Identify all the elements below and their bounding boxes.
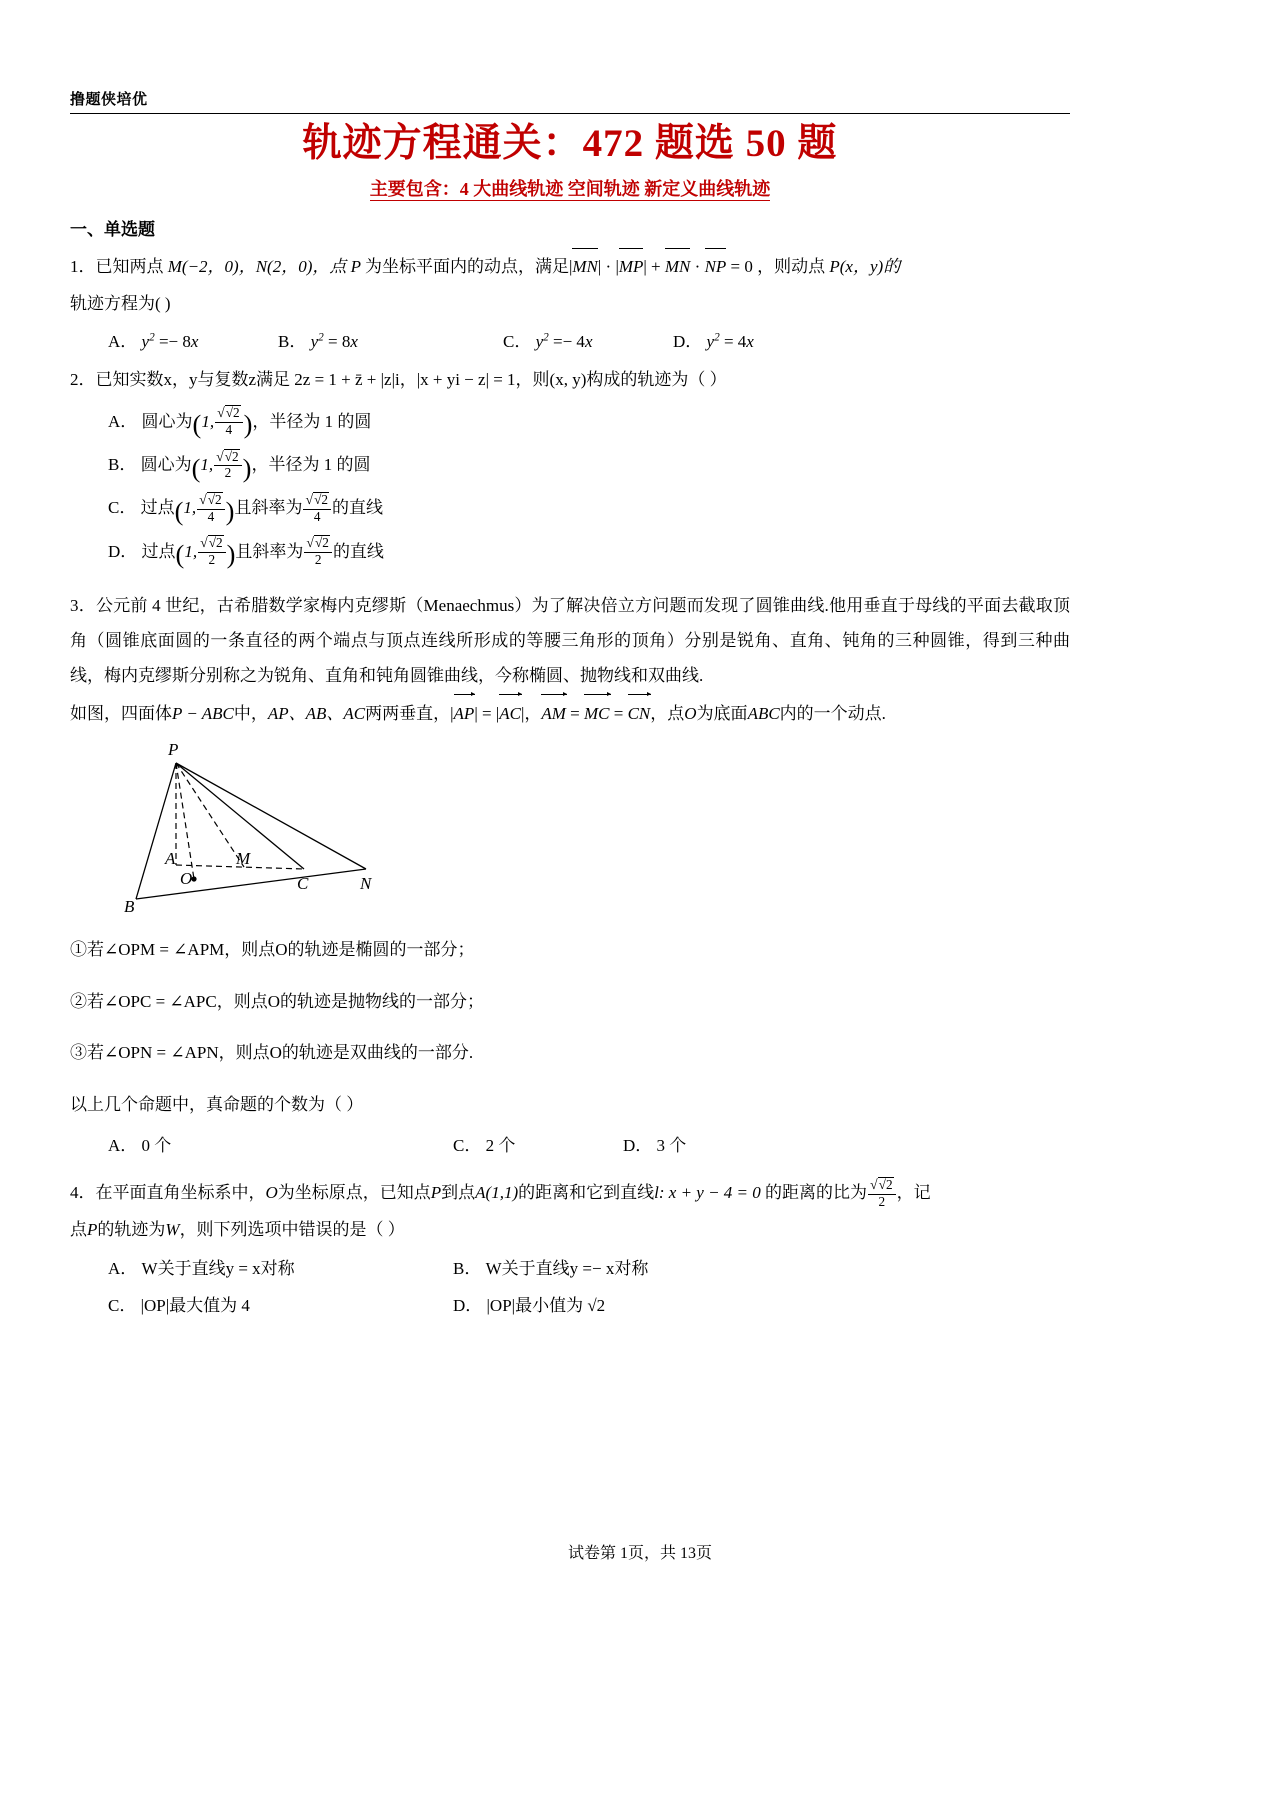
q4-text-f: ，记 (896, 1183, 931, 1203)
q1-text-a: 已知两点 (95, 256, 168, 276)
figure-label-O: O (180, 869, 193, 889)
q4-text-e: 的距离的比为 (760, 1183, 868, 1203)
header-brand: 撸题侠培优 (70, 91, 148, 108)
q2-option-a-key: A． (108, 411, 138, 431)
q4-text-c: 到点 (441, 1183, 476, 1203)
question-3-stem (70, 589, 1070, 694)
figure-label-C: C (297, 874, 309, 894)
q4-l2-point-p: P (87, 1220, 98, 1240)
q4-text-d: 的距离和它到直线 (518, 1183, 655, 1203)
page-content (70, 0, 1070, 1327)
q2-option-c[interactable]: C． 过点(1, $\frac{√√2}{4}$ )且斜率为 $\frac{√√2}{4}$ 的直线 (108, 492, 383, 526)
q3-option-c[interactable]: C． 2 个 (453, 1135, 516, 1155)
q2-option-b-fraction: $\frac{√√2}{2}$ (214, 449, 242, 481)
q2-option-a-x: 1, (201, 411, 215, 431)
q3-paragraph-1: 公元前 4 世纪，古希腊数学家梅内克缪斯（Menaechmus）为了解决倍立方问题而发现了圆锥曲线.他用垂直于母线的平面去截取顶角（圆锥底面圆的一条直径的两个端点与顶点连线所形成的等腰三角形的顶角）分别是锐角、直角、钝角的三种圆锥，得到三种曲线，梅内克缪斯分别称之为锐角、直角和钝角圆锥曲线，今称椭圆、抛物线和双曲线. (70, 596, 1071, 685)
q4-text-b: 为坐标原点，已知点 (277, 1183, 431, 1203)
q1-option-a-value: =− 8x (158, 332, 199, 352)
q1-point-p: 点 P (329, 256, 365, 276)
q2-option-b-x: 1, (200, 455, 214, 475)
q4-locus-w: W (165, 1220, 180, 1240)
q1-point-m: M(−2，0)， (167, 256, 256, 276)
q1-number: 1． (70, 256, 96, 276)
q1-option-c[interactable]: C． $y^2 =- 4x$ (503, 331, 593, 352)
q3-proposition-3: ③若∠OPN = ∠APN，则点O的轨迹是双曲线的一部分. (70, 1043, 474, 1063)
q2-option-d[interactable]: D． 过点(1, $\frac{√√2}{2}$ )且斜率为 $\frac{√√2}{2}$ 的直线 (108, 535, 384, 570)
q2-option-d-key: D． (108, 541, 138, 561)
q2-option-a[interactable]: A． 圆心为(1, $\frac{√√2}{4}$ )，半径为 1 的圆 (108, 405, 372, 440)
q2-option-d-suffix: 的直线 (332, 541, 384, 561)
q1-text-b: 为坐标平面内的动点，满足 (364, 256, 569, 276)
q1-option-b-value: = 8x (328, 332, 358, 352)
q3-equation-2: AM = MC = CN (541, 704, 650, 723)
q3-proposition-1: ①若∠OPM = ∠APM，则点O的轨迹是椭圆的一部分； (70, 940, 475, 960)
q2-option-b-prefix: 圆心为 (140, 455, 192, 475)
q4-option-b[interactable]: B． W关于直线y =− x对称 (453, 1259, 649, 1279)
figure-label-M: M (236, 849, 251, 869)
q4-origin: O (265, 1183, 278, 1203)
q2-option-d-slope: $\frac{√√2}{2}$ (304, 535, 332, 567)
q4-point-p: P (430, 1183, 442, 1203)
q4-options-row-2 (108, 1287, 1070, 1324)
q1-option-d[interactable]: D． $y^2 = 4x$ (673, 331, 754, 352)
q3-equation-1: |AP| = |AC| (450, 704, 524, 723)
question-3-paragraph-2 (70, 696, 1070, 732)
q3-p2-d: ， (524, 703, 542, 723)
q2-text: 已知实数x，y与复数z满足 2z = 1 + z̄ + |z|i，|x + yi − z| = 1，则(x, y)构成的轨迹为（ ） (95, 369, 727, 389)
question-1-stem (70, 250, 1070, 285)
q3-base-abc: ABC (747, 703, 780, 723)
page-title: 轨迹方程通关：472 题选 50 题 (302, 122, 838, 165)
q2-option-b-suffix: ，半径为 1 的圆 (251, 455, 371, 475)
page-subtitle (70, 175, 1070, 201)
q1-options-row (108, 323, 1070, 360)
page-footer: 试卷第 1页，共 13页 (567, 1545, 712, 1562)
q2-option-c-suffix: 的直线 (332, 498, 383, 518)
q2-option-c-x: 1, (183, 498, 197, 518)
q3-p2-a: 如图，四面体 (70, 703, 172, 723)
q4-l2-a: 点 (70, 1220, 87, 1240)
q4-line-l: l: x + y − 4 = 0 (654, 1183, 761, 1203)
q4-option-d[interactable]: D． |OP|最小值为 √2 (453, 1296, 606, 1316)
question-1-stem-line2: 轨迹方程为( ) (70, 293, 171, 313)
q4-l2-b: 的轨迹为 (97, 1220, 166, 1240)
question-3-options (70, 1127, 1070, 1164)
header-divider (70, 113, 1070, 114)
question-1-options (70, 323, 1070, 360)
q2-option-a-suffix: ，半径为 1 的圆 (252, 411, 372, 431)
page-subtitle-text: 主要包含：4 大曲线轨迹 空间轨迹 新定义曲线轨迹 (369, 178, 771, 199)
q3-p2-b: 中， (233, 703, 268, 723)
question-2-options (70, 400, 1070, 573)
tetrahedron-figure (70, 737, 1070, 917)
tetrahedron-svg (114, 737, 404, 912)
q3-option-d[interactable]: D． 3 个 (623, 1135, 687, 1155)
q2-option-a-fraction: $\frac{√√2}{4}$ (215, 405, 243, 437)
q2-option-b[interactable]: B． 圆心为(1, $\frac{√√2}{2}$ )，半径为 1 的圆 (108, 448, 371, 483)
q3-option-a[interactable]: A． 0 个 (108, 1135, 172, 1155)
q2-option-d-mid: 且斜率为 (235, 541, 304, 561)
q1-text-c: ，则动点 (752, 256, 830, 276)
q1-option-c-value: =− 4x (553, 332, 593, 352)
q3-point-o: O (684, 703, 697, 723)
q3-proposition-2: ②若∠OPC = ∠APC，则点O的轨迹是抛物线的一部分； (70, 991, 484, 1011)
question-4-stem-line2 (70, 1213, 1070, 1248)
question-4-options (70, 1250, 1070, 1325)
q4-option-a[interactable]: A． W关于直线y = x对称 (108, 1259, 295, 1279)
q2-number: 2． (70, 369, 96, 389)
q4-number: 4． (70, 1183, 96, 1203)
q1-point-n: N(2，0)， (255, 256, 330, 276)
q2-option-b-key: B． (108, 455, 137, 475)
q3-edges: AP、AB、AC (267, 703, 366, 723)
q3-number: 3． (70, 596, 96, 616)
question-2-stem (70, 363, 1070, 398)
q2-option-c-mid: 且斜率为 (234, 498, 303, 518)
q2-option-c-slope: $\frac{√√2}{4}$ (303, 492, 331, 524)
q4-text-a: 在平面直角坐标系中， (95, 1183, 266, 1203)
q2-option-c-key: C． (108, 498, 137, 518)
q1-option-a[interactable]: A． $y^2 =- 8x$ (108, 331, 199, 352)
figure-label-A: A (165, 849, 176, 869)
q1-option-d-value: = 4x (723, 332, 754, 352)
q4-point-a: A(1,1) (475, 1183, 519, 1203)
q2-option-a-prefix: 圆心为 (141, 411, 193, 431)
q3-p2-c: 两两垂直， (365, 703, 451, 723)
q3-ask: 以上几个命题中，真命题的个数为（ ） (70, 1094, 364, 1114)
q4-l2-c: ，则下列选项中错误的是（ ） (179, 1220, 405, 1240)
q3-tetrahedron: P − ABC (172, 703, 234, 723)
q3-options-row (108, 1127, 1070, 1164)
q2-option-d-fraction: $\frac{√√2}{2}$ (198, 535, 226, 567)
q2-option-d-x: 1, (184, 541, 198, 561)
q4-option-c[interactable]: C． |OP|最大值为 4 (108, 1296, 250, 1316)
q4-options-row-1 (108, 1250, 1070, 1287)
section-heading: 一、单选题 (70, 219, 155, 239)
q1-vector-expression: |MN| · |MP| + MN · NP = 0 (569, 257, 753, 276)
q1-point-pxy: P(x，y)的 (829, 256, 901, 276)
q3-p2-g: 内的一个动点. (779, 703, 886, 723)
figure-label-B: B (124, 897, 135, 913)
figure-label-P: P (168, 740, 179, 760)
question-4-stem (70, 1176, 1070, 1211)
q3-p2-f: 为底面 (696, 703, 748, 723)
figure-label-N: N (360, 874, 372, 894)
q1-option-b[interactable]: B． $y^2 = 8x$ (278, 331, 358, 352)
q2-option-d-prefix: 过点 (141, 541, 176, 561)
q4-ratio-fraction: $\frac{√√2}{2}$ (868, 1177, 896, 1209)
q3-p2-e: ，点 (650, 703, 685, 723)
q2-option-c-prefix: 过点 (140, 498, 175, 518)
q2-option-c-fraction: $\frac{√√2}{4}$ (197, 492, 225, 524)
